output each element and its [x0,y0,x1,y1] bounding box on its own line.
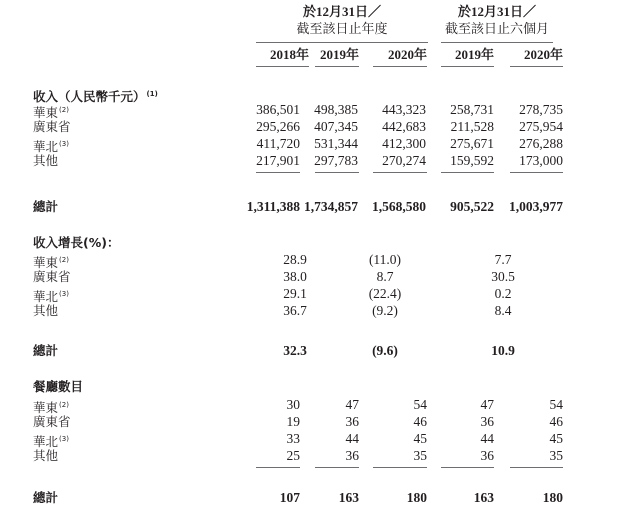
column-header-rule [373,66,427,67]
revenue-cell: 411,720 [256,136,300,151]
subtotal-rule [315,467,359,468]
subtotal-rule [373,467,427,468]
header-annual-rule [256,42,428,43]
restaurants-cell: 47 [480,397,494,412]
growth-cell: 38.0 [283,269,307,284]
header-annual-line2: 截至該日止年度 [296,21,388,36]
column-header-rule [441,66,494,67]
revenue-cell: 297,783 [314,153,358,168]
restaurants-row-label: 華北$^{(3)}$ [33,434,69,449]
restaurants-cell: 46 [413,414,427,429]
revenue-row-label: 其他 [33,153,59,168]
revenue-cell: 295,266 [256,119,300,134]
growth-row-label: 華東$^{(2)}$ [33,255,69,270]
revenue-cell: 412,300 [382,136,426,151]
growth-cell: 0.2 [494,286,512,301]
revenue-cell: 442,683 [382,119,426,134]
restaurants-cell: 44 [480,431,494,446]
subtotal-rule [510,172,563,173]
restaurants-cell: 36 [480,414,494,429]
revenue-cell: 217,901 [256,153,300,168]
restaurants-total-label: 總計 [33,490,59,505]
growth-row-label: 廣東省 [33,269,71,284]
revenue-row-label: 廣東省 [33,119,71,134]
restaurants-total-cell: 180 [542,490,563,505]
column-header-2019-h1: 2019年 [454,47,494,62]
header-half-rule [441,42,553,43]
growth-row-label: 華北$^{(3)}$ [33,289,69,304]
growth-row-label: 其他 [33,303,59,318]
growth-cell: (11.0) [368,252,402,267]
subtotal-rule [256,467,300,468]
revenue-title-text: 收入（人民幣千元） [33,89,146,104]
revenue-cell: 275,954 [519,119,563,134]
column-header-2018: 2018年 [269,47,309,62]
restaurants-cell: 36 [480,448,494,463]
restaurants-row-label: 華東$^{(2)}$ [33,400,69,415]
growth-total-cell: (9.6) [372,343,398,358]
growth-cell: 36.7 [283,303,307,318]
restaurants-total-cell: 180 [406,490,427,505]
subtotal-rule [256,172,300,173]
revenue-row-label: 華東$^{(2)}$ [33,105,69,120]
subtotal-rule [510,467,563,468]
subtotal-rule [441,467,494,468]
header-annual-line1: 於12月31日／ [302,4,381,19]
restaurants-row-label: 廣東省 [33,414,71,429]
growth-cell: 8.7 [376,269,394,284]
restaurants-cell: 35 [413,448,427,463]
footnote-marker: (1) [146,90,158,98]
footnote-marker: (3) [59,140,69,148]
footnote-marker: (3) [59,290,69,298]
header-group-annual [256,3,428,37]
revenue-cell: 276,288 [519,136,563,151]
header-group-half [441,3,553,37]
revenue-cell: 407,345 [314,119,358,134]
restaurants-total-cell: 163 [473,490,494,505]
growth-total-label: 總計 [33,343,59,358]
revenue-total-cell: 905,522 [450,199,494,214]
column-header-rule [256,66,309,67]
restaurants-cell: 45 [413,431,427,446]
revenue-cell: 270,274 [382,153,426,168]
footnote-marker: (2) [59,401,69,409]
restaurants-cell: 25 [286,448,300,463]
restaurants-row-label: 其他 [33,448,59,463]
revenue-cell: 498,385 [314,102,358,117]
column-header-2020: 2020年 [387,47,427,62]
subtotal-rule [315,172,359,173]
column-header-rule [510,66,563,67]
footnote-marker: (2) [59,256,69,264]
header-half-line1: 於12月31日／ [457,4,536,19]
restaurants-cell: 35 [549,448,563,463]
column-header-2020-h1: 2020年 [523,47,563,62]
revenue-cell: 258,731 [450,102,494,117]
restaurants-cell: 47 [345,397,359,412]
revenue-total-cell: 1,003,977 [509,199,563,214]
restaurants-cell: 46 [549,414,563,429]
growth-cell: 8.4 [494,303,512,318]
revenue-cell: 159,592 [450,153,494,168]
header-half-line2: 截至該日止六個月 [444,21,549,36]
revenue-cell: 275,671 [450,136,494,151]
growth-cell: 29.1 [283,286,307,301]
revenue-total-label: 總計 [33,199,59,214]
restaurants-cell: 36 [345,414,359,429]
revenue-total-cell: 1,734,857 [304,199,358,214]
restaurants-total-cell: 107 [279,490,300,505]
revenue-total-cell: 1,568,580 [372,199,426,214]
revenue-cell: 531,344 [314,136,358,151]
restaurants-cell: 54 [413,397,427,412]
revenue-cell: 386,501 [256,102,300,117]
subtotal-rule [373,172,427,173]
growth-cell: (22.4) [368,286,402,301]
footnote-marker: (2) [59,106,69,114]
revenue-cell: 278,735 [519,102,563,117]
restaurants-cell: 19 [286,414,300,429]
footnote-marker: (3) [59,435,69,443]
revenue-total-cell: 1,311,388 [246,199,300,214]
column-header-2019: 2019年 [319,47,359,62]
revenue-cell: 443,323 [382,102,426,117]
restaurants-cell: 36 [345,448,359,463]
growth-total-cell: 10.9 [491,343,515,358]
growth-cell: 7.7 [494,252,512,267]
restaurants-cell: 54 [549,397,563,412]
restaurants-cell: 45 [549,431,563,446]
restaurants-cell: 33 [286,431,300,446]
growth-total-cell: 32.3 [283,343,307,358]
restaurants-cell: 44 [345,431,359,446]
growth-section-title: 收入增長(%)： [33,235,120,250]
revenue-cell: 173,000 [519,153,563,168]
restaurants-total-cell: 163 [338,490,359,505]
growth-cell: 30.5 [491,269,515,284]
growth-cell: (9.2) [372,303,398,318]
restaurants-cell: 30 [286,397,300,412]
growth-cell: 28.9 [283,252,307,267]
revenue-cell: 211,528 [450,119,494,134]
subtotal-rule [441,172,494,173]
restaurants-section-title: 餐廳數目 [33,379,84,394]
column-header-rule [315,66,359,67]
revenue-row-label: 華北$^{(3)}$ [33,139,69,154]
